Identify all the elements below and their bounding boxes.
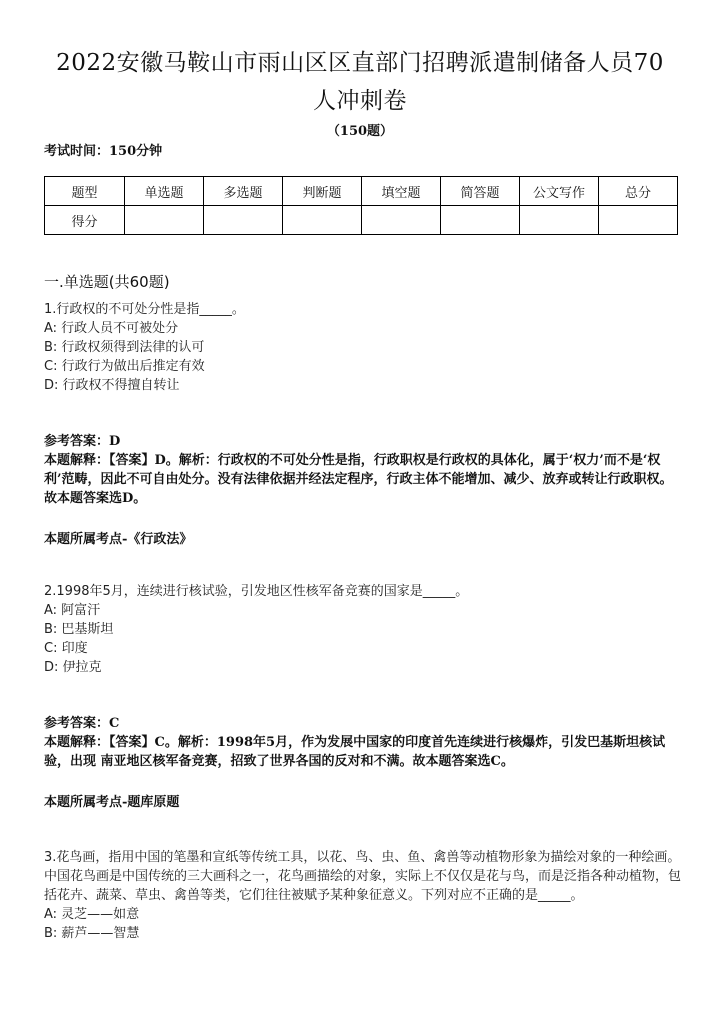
- reference-answer: 参考答案：D: [44, 434, 121, 449]
- answer-block-1: [44, 432, 678, 508]
- option-d: D: 行政权不得擅自转让: [44, 378, 180, 393]
- option-b: B: 薪芦——智慧: [44, 926, 140, 941]
- question-stem: 2.1998年5月，连续进行核试验，引发地区性核军备竞赛的国家是_____。: [44, 584, 469, 599]
- option-a: A: 灵芝——如意: [44, 907, 140, 922]
- question-stem: 1.行政权的不可处分性是指_____。: [44, 302, 245, 317]
- score-header-cell: 总分: [599, 177, 678, 206]
- score-row-label: 得分: [45, 206, 125, 235]
- score-table: [44, 176, 678, 235]
- score-header-cell: 判断题: [283, 177, 362, 206]
- score-cell: [125, 206, 204, 235]
- score-header-cell: 简答题: [441, 177, 520, 206]
- option-a: A: 阿富汗: [44, 603, 101, 618]
- score-table-header-row: [45, 177, 678, 206]
- question-stem: 3.花鸟画，指用中国的笔墨和宣纸等传统工具，以花、鸟、虫、鱼、禽兽等动植物形象为描绘对象的一种绘画。中国花鸟画是中国传统的三大画科之一，花鸟画描绘的对象，实际上不仅仅是花与鸟，而是泛指各种动植物，包括花卉、蔬菜、草虫、禽兽等类，它们往往被赋予某种象征意义。下列对应不正确的是_____。: [44, 850, 682, 903]
- score-header-cell: 单选题: [125, 177, 204, 206]
- answer-block-2: [44, 714, 678, 771]
- question-1: [44, 300, 684, 395]
- score-header-cell: 多选题: [204, 177, 283, 206]
- score-cell: [441, 206, 520, 235]
- question-2: [44, 582, 684, 677]
- score-header-cell: 填空题: [362, 177, 441, 206]
- document-title: [30, 44, 690, 120]
- option-b: B: 巴基斯坦: [44, 622, 114, 637]
- score-table-score-row: [45, 206, 678, 235]
- score-cell: [520, 206, 599, 235]
- answer-explanation: 本题解释：【答案】C。解析：1998年5月，作为发展中国家的印度首先连续进行核爆炸，引发巴基斯坦核试验，出现 南亚地区核军备竞赛，招致了世界各国的反对和不满。故本题答案选C。: [44, 735, 666, 769]
- option-d: D: 伊拉克: [44, 660, 102, 675]
- reference-answer: 参考答案：C: [44, 716, 120, 731]
- knowledge-point: 本题所属考点-题库原题: [44, 795, 180, 810]
- question-count: （150题）: [326, 124, 394, 139]
- score-cell: [362, 206, 441, 235]
- question-3: [44, 848, 684, 943]
- option-a: A: 行政人员不可被处分: [44, 321, 179, 336]
- exam-time: 考试时间：150分钟: [44, 144, 163, 159]
- option-c: C: 行政行为做出后推定有效: [44, 359, 205, 374]
- title-line-1: 2022安徽马鞍山市雨山区区直部门招聘派遣制储备人员70: [56, 50, 664, 76]
- option-b: B: 行政权须得到法律的认可: [44, 340, 205, 355]
- score-cell: [599, 206, 678, 235]
- score-cell: [204, 206, 283, 235]
- answer-explanation: 本题解释：【答案】D。解析：行政权的不可处分性是指，行政职权是行政权的具体化，属于‘权力’而不是‘权利’范畴，因此不可自由处分。没有法律依据并经法定程序，行政主体不能增加、减少、放弃或转让行政职权。故本题答案选D。: [44, 453, 673, 506]
- section-heading: 一.单选题(共60题): [44, 273, 170, 291]
- knowledge-point: 本题所属考点-《行政法》: [44, 532, 193, 547]
- title-line-2: 人冲刺卷: [313, 88, 407, 114]
- score-cell: [283, 206, 362, 235]
- score-header-cell: 公文写作: [520, 177, 599, 206]
- option-c: C: 印度: [44, 641, 88, 656]
- score-header-cell: 题型: [45, 177, 125, 206]
